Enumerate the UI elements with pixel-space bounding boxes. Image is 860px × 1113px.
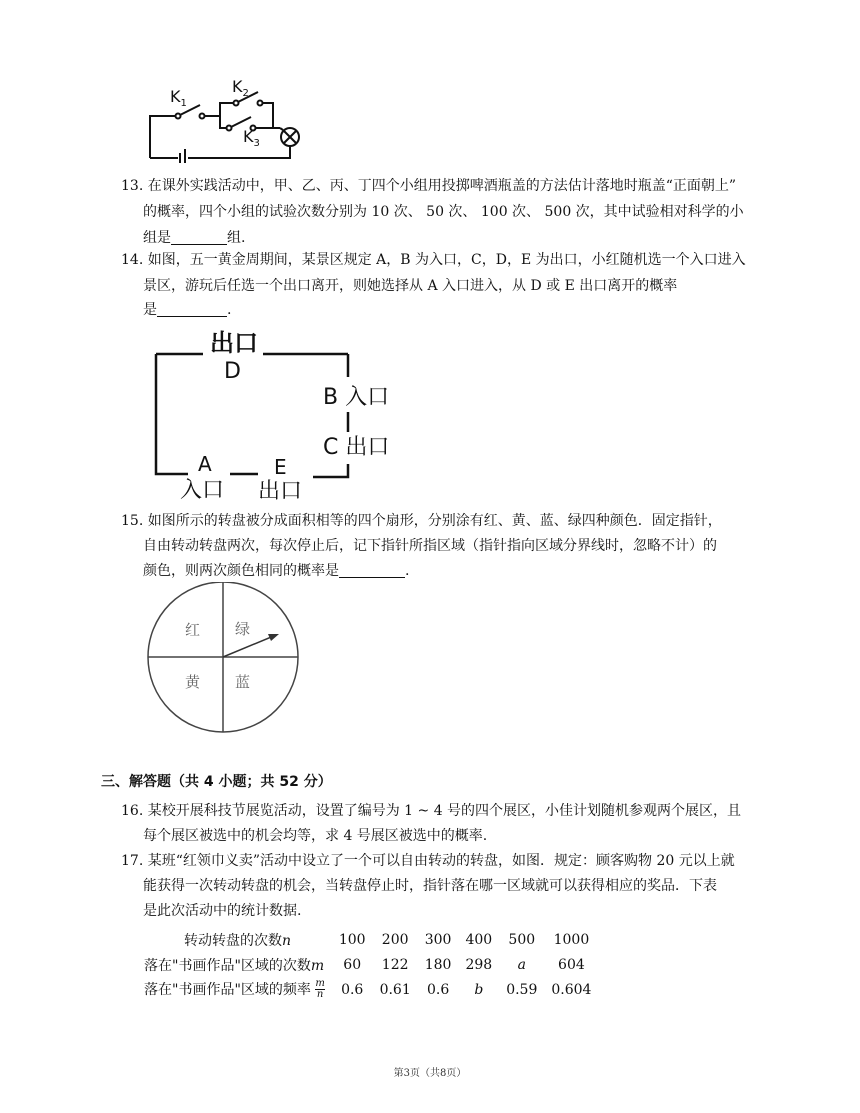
circuit-diagram (140, 78, 310, 163)
q14-line3-start: 是 (143, 302, 157, 318)
spinner-pointer-arrowhead (268, 634, 279, 641)
map-exit-d-label: 出口 (210, 329, 258, 357)
scenic-area-map (148, 322, 398, 502)
q13-line3-end: 组. (227, 230, 246, 246)
spinner-pointer (223, 635, 276, 657)
circuit-branch-lower (220, 116, 226, 128)
table-cell: 500 (508, 931, 536, 948)
table-cell: 400 (465, 931, 493, 948)
map-entrance-a-label: 入口 (180, 478, 225, 502)
table-cell: 604 (558, 956, 585, 973)
switch-k2-subscript: 2 (242, 88, 249, 99)
table-cell: b (474, 981, 484, 998)
table-cell: 60 (343, 956, 362, 973)
circuit-wire-left (150, 116, 175, 158)
q17-line3: 是此次活动中的统计数据. (143, 903, 302, 919)
fraction-m-over-n (315, 979, 324, 1000)
spinner-diagram (140, 582, 310, 742)
map-exit-e-letter: E (274, 455, 287, 479)
svg-text:K1 (170, 87, 187, 109)
q15-line1: 15. 如图所示的转盘被分成面积相等的四个扇形，分别涂有红、黄、蓝、绿四种颜色．固定指针， (121, 513, 722, 529)
svg-text:K3 (243, 127, 260, 149)
row-label-count (140, 952, 332, 977)
statistics-table (140, 927, 598, 1002)
q14-line2: 景区，游玩后任选一个出口离开，则她选择从 A 入口进入，从 D 或 E 出口离开的概率 (143, 278, 678, 294)
spinner-sector-red: 红 (185, 621, 201, 639)
q15-line2: 自由转动转盘两次，每次停止后，记下指针所指区域（指针指向区域分界线时，忽略不计）的 (143, 538, 717, 554)
switch-k3-label: K (243, 127, 254, 146)
table-cell: 1000 (553, 931, 590, 948)
q15-line3-end: . (405, 563, 410, 579)
q13-line3-start: 组是 (143, 230, 171, 246)
fraction-denominator: n (316, 989, 324, 1001)
map-exit-c-label: C 出口 (323, 435, 390, 460)
switch-k1-subscript: 1 (180, 98, 187, 109)
map-exit-d-letter: D (224, 359, 241, 384)
svg-text:K2 (232, 78, 249, 99)
table-row-count (140, 952, 598, 977)
row-label-count-text: 落在"书画作品"区域的次数 (144, 957, 311, 974)
switch-k3-lever (231, 117, 251, 127)
q13-line1: 13. 在课外实践活动中，甲、乙、丙、丁四个小组用投掷啤酒瓶盖的方法估计落地时瓶盖“正面朝上” (121, 178, 737, 194)
row-label-frequency (140, 977, 332, 1002)
q13-answer-blank[interactable] (171, 230, 227, 245)
table-cell: 122 (381, 956, 409, 973)
table-cell: 200 (381, 931, 409, 948)
table-cell: 0.6 (341, 981, 364, 998)
table-cell: 0.61 (379, 981, 411, 998)
table-cell: 180 (424, 956, 452, 973)
table-cell: 298 (465, 956, 493, 973)
table-cell: a (517, 956, 526, 973)
map-wall-top-left (156, 354, 188, 474)
circuit-wire-right (188, 146, 290, 158)
circuit-branch-upper (220, 103, 233, 116)
q14-line3-end: . (227, 302, 232, 318)
q14-line3 (143, 300, 231, 320)
q16-line1: 16. 某校开展科技节展览活动，设置了编号为 1 ~ 4 号的四个展区，小佳计划随机参观两个展区，且 (121, 803, 742, 819)
row-label-spins (140, 927, 332, 952)
q17-line1: 17. 某班“红领巾义卖”活动中设立了一个可以自由转动的转盘，如图．规定：顾客购物 20 元以上就 (121, 853, 735, 869)
q16-line2: 每个展区被选中的机会均等，求 4 号展区被选中的概率. (143, 828, 488, 844)
page-footer: 第3页（共8页） (393, 1068, 467, 1079)
spinner-sector-blue: 蓝 (235, 673, 251, 691)
table-cell: 100 (338, 931, 366, 948)
table-row-spins (140, 927, 598, 952)
switch-k1-label: K (170, 87, 181, 106)
q15-line3-start: 颜色，则两次颜色相同的概率是 (143, 563, 339, 579)
switch-k2-label: K (232, 78, 243, 96)
row-label-spins-text: 转动转盘的次数 (184, 932, 282, 949)
map-wall-right-bottom (313, 464, 348, 477)
table-cell: 300 (424, 931, 452, 948)
map-entrance-b-label: B 入口 (323, 385, 390, 410)
row-label-frequency-text: 落在"书画作品"区域的频率 (144, 981, 311, 998)
section-3-title: 三、解答题（共 4 小题；共 52 分） (101, 774, 332, 790)
table-cell: 0.6 (426, 981, 450, 998)
spinner-sector-green: 绿 (235, 620, 251, 638)
q13-line3 (143, 228, 245, 248)
q15-line3 (143, 561, 409, 581)
switch-k3-subscript: 3 (253, 138, 260, 149)
row-label-count-var: m (310, 957, 325, 974)
table-row-frequency (140, 977, 598, 1002)
table-cell: 0.604 (551, 981, 592, 998)
row-label-spins-var: n (282, 932, 292, 949)
q14-answer-blank[interactable] (157, 302, 227, 317)
q13-line2: 的概率，四个小组的试验次数分别为 10 次、 50 次、 100 次、 500 次，其中试验相对科学的小 (143, 204, 744, 220)
q17-line2: 能获得一次转动转盘的机会，当转盘停止时，指针落在哪一区域就可以获得相应的奖品．下表 (143, 878, 717, 894)
q15-answer-blank[interactable] (339, 563, 405, 578)
table-cell: 0.59 (506, 981, 538, 998)
map-exit-e-label: 出口 (258, 479, 303, 502)
fraction-numerator: m (315, 978, 325, 990)
spinner-sector-yellow: 黄 (185, 673, 201, 691)
map-entrance-a-letter: A (198, 452, 212, 476)
q14-line1: 14. 如图，五一黄金周期间，某景区规定 A，B 为入口，C，D，E 为出口，小红随机选一个入口进入 (121, 252, 746, 268)
